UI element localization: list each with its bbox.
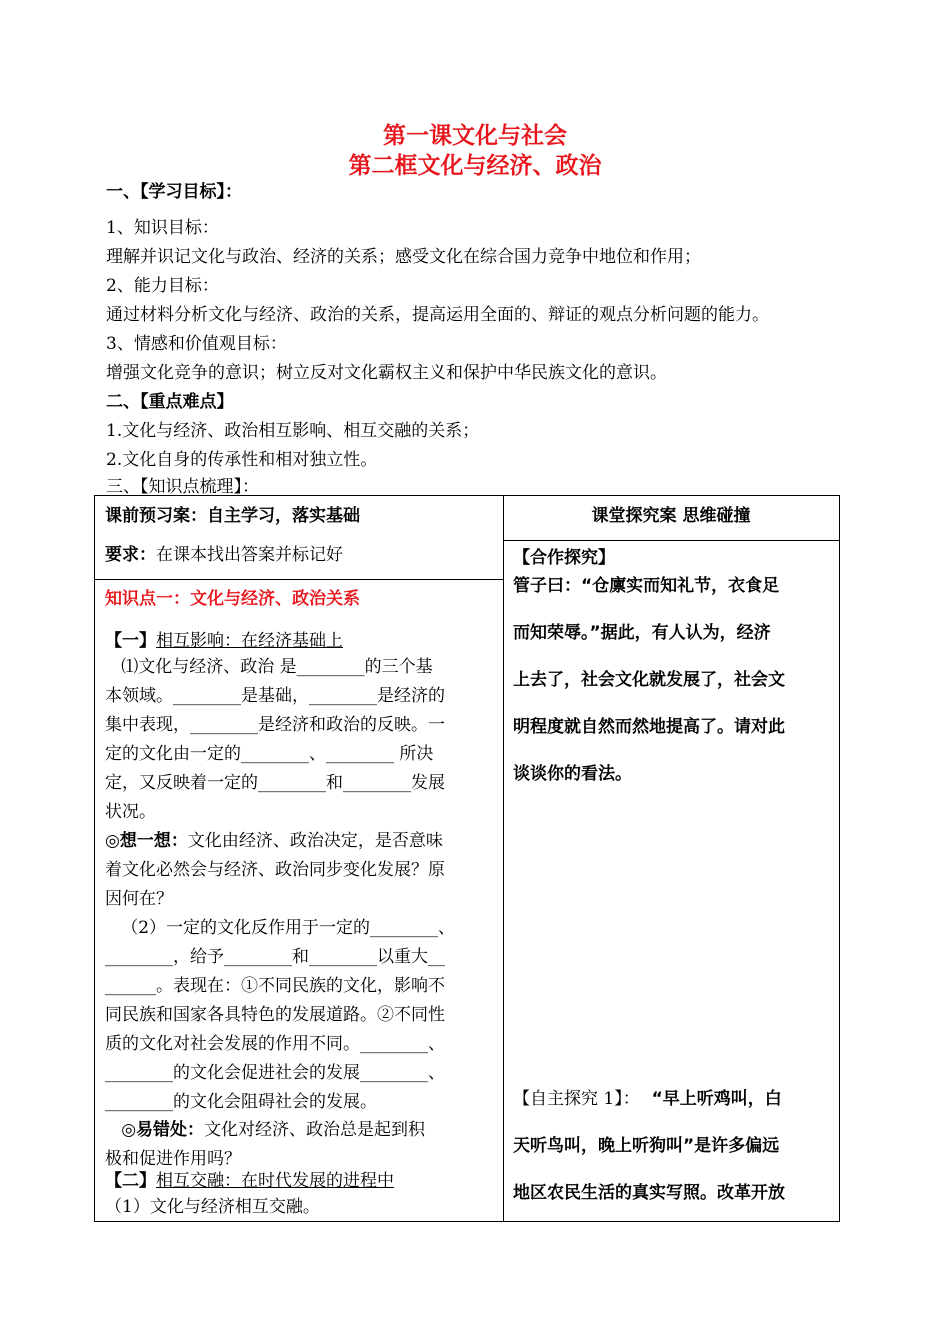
think-line: 文化由经济、政治决定，是否意味 (187, 831, 443, 851)
keypoint-item-1: 1.文化与经济、政治相互影响、相互交融的关系； (106, 421, 480, 441)
paragraph-2-line: （2）一定的文化反作用于一定的________、 (105, 918, 456, 938)
mistake-block (105, 1116, 497, 1174)
paragraph-1-line: 定，又反映着一定的________和________发展 (105, 773, 445, 793)
subsection-2-heading (105, 1167, 497, 1196)
ability-goal-text: 通过材料分析文化与经济、政治的关系，提高运用全面的、辩证的观点分析问题的能力。 (106, 305, 769, 325)
paragraph-1-line: ⑴文化与经济、政治 是________的三个基 (105, 657, 433, 677)
paragraph-2-line: 质的文化对社会发展的作用不同。________、 (105, 1034, 445, 1054)
knowledge-goal-label: 1、知识目标： (106, 218, 219, 238)
right-column-header: 课堂探究案 思维碰撞 (591, 506, 751, 526)
keypoint-item-2: 2.文化自身的传承性和相对独立性。 (106, 450, 378, 470)
cooperative-line: 谈谈你的看法。 (513, 764, 632, 784)
knowledge-goal-text: 理解并识记文化与政治、经济的关系；感受文化在综合国力竞争中地位和作用； (106, 247, 701, 267)
emotion-goal-label: 3、情感和价值观目标： (106, 334, 287, 354)
think-label: ◎想一想： (105, 831, 188, 851)
self-inquiry-line: 地区农民生活的真实写照。改革开放 (513, 1183, 785, 1203)
paragraph-1-line: 本领域。________是基础，________是经济的 (105, 686, 445, 706)
doc-title-line1: 第一课文化与社会 (383, 123, 567, 149)
subsection-1-heading (105, 627, 497, 656)
left-column-header: 课前预习案：自主学习，落实基础 (105, 506, 360, 526)
requirement-label: 要求： (105, 545, 156, 565)
subsection-1-title: 相互影响：在经济基础上 (156, 631, 343, 651)
section-heading-knowledge: 三、【知识点梳理】： (106, 477, 259, 497)
paragraph-2-line: 同民族和国家各具特色的发展道路。②不同性 (105, 1005, 445, 1025)
subsection-2-item-1: （1）文化与经济相互交融。 (105, 1197, 320, 1217)
table-divider-vertical (503, 496, 504, 1221)
cooperative-line: 明程度就自然而然地提高了。请对此 (513, 717, 785, 737)
cooperative-inquiry-text (513, 563, 831, 798)
paragraph-2-line: ______。表现在：①不同民族的文化，影响不 (105, 976, 445, 996)
paragraph-1-line: 集中表现，________是经济和政治的反映。一 (105, 715, 445, 735)
section-heading-keypoints: 二、【重点难点】 (106, 392, 234, 412)
table-divider-left (95, 579, 503, 580)
self-inquiry-text (513, 1076, 831, 1217)
think-block (105, 827, 497, 914)
cooperative-line: 上去了，社会文化就发展了，社会文 (513, 670, 785, 690)
mistake-line: 文化对经济、政治总是起到积 (204, 1120, 426, 1140)
mistake-label: ◎易错处： (121, 1120, 205, 1140)
paragraph-1-line: 定的文化由一定的________、________ 所决 (105, 744, 434, 764)
subsection-1-prefix: 【一】 (105, 631, 156, 651)
table-divider-right (503, 540, 839, 541)
mistake-line: 极和促进作用吗？ (105, 1149, 241, 1169)
paragraph-1-line: 状况。 (105, 802, 156, 822)
subsection-2-prefix: 【二】 (105, 1171, 156, 1191)
paragraph-2-line: ________的文化会促进社会的发展________、 (105, 1063, 445, 1083)
paragraph-2-line: ________，给予________和________以重大__ (105, 947, 445, 967)
emotion-goal-text: 增强文化竞争的意识；树立反对文化霸权主义和保护中华民族文化的意识。 (106, 363, 667, 383)
cooperative-line: 管子曰：“仓廪实而知礼节，衣食足 (513, 576, 780, 596)
ability-goal-label: 2、能力目标： (106, 276, 219, 296)
requirement-line (105, 541, 497, 570)
paragraph-1 (105, 653, 497, 827)
cooperative-inquiry-label: 【合作探究】 (513, 548, 615, 568)
think-line: 因何在？ (105, 889, 173, 909)
think-line: 着文化必然会与经济、政治同步变化发展？原 (105, 860, 445, 880)
self-inquiry-line: 天听鸟叫，晚上听狗叫”是许多偏远 (513, 1136, 780, 1156)
section-heading-objectives: 一、【学习目标】： (106, 182, 242, 202)
doc-title-line2: 第二框文化与经济、政治 (348, 153, 602, 179)
self-inquiry-label: 【自主探究 1】： (513, 1089, 640, 1109)
self-inquiry-line: “早上听鸡叫，白 (639, 1089, 782, 1109)
requirement-text: 在课本找出答案并标记好 (156, 545, 343, 565)
paragraph-2 (105, 914, 497, 1117)
knowledge-point-1-title: 知识点一：文化与经济、政治关系 (105, 589, 360, 609)
study-table (94, 495, 840, 1222)
subsection-2-title: 相互交融：在时代发展的进程中 (156, 1171, 394, 1191)
paragraph-2-line: ________的文化会阻碍社会的发展。 (105, 1092, 377, 1112)
cooperative-line: 而知荣辱。”据此，有人认为，经济 (513, 623, 771, 643)
